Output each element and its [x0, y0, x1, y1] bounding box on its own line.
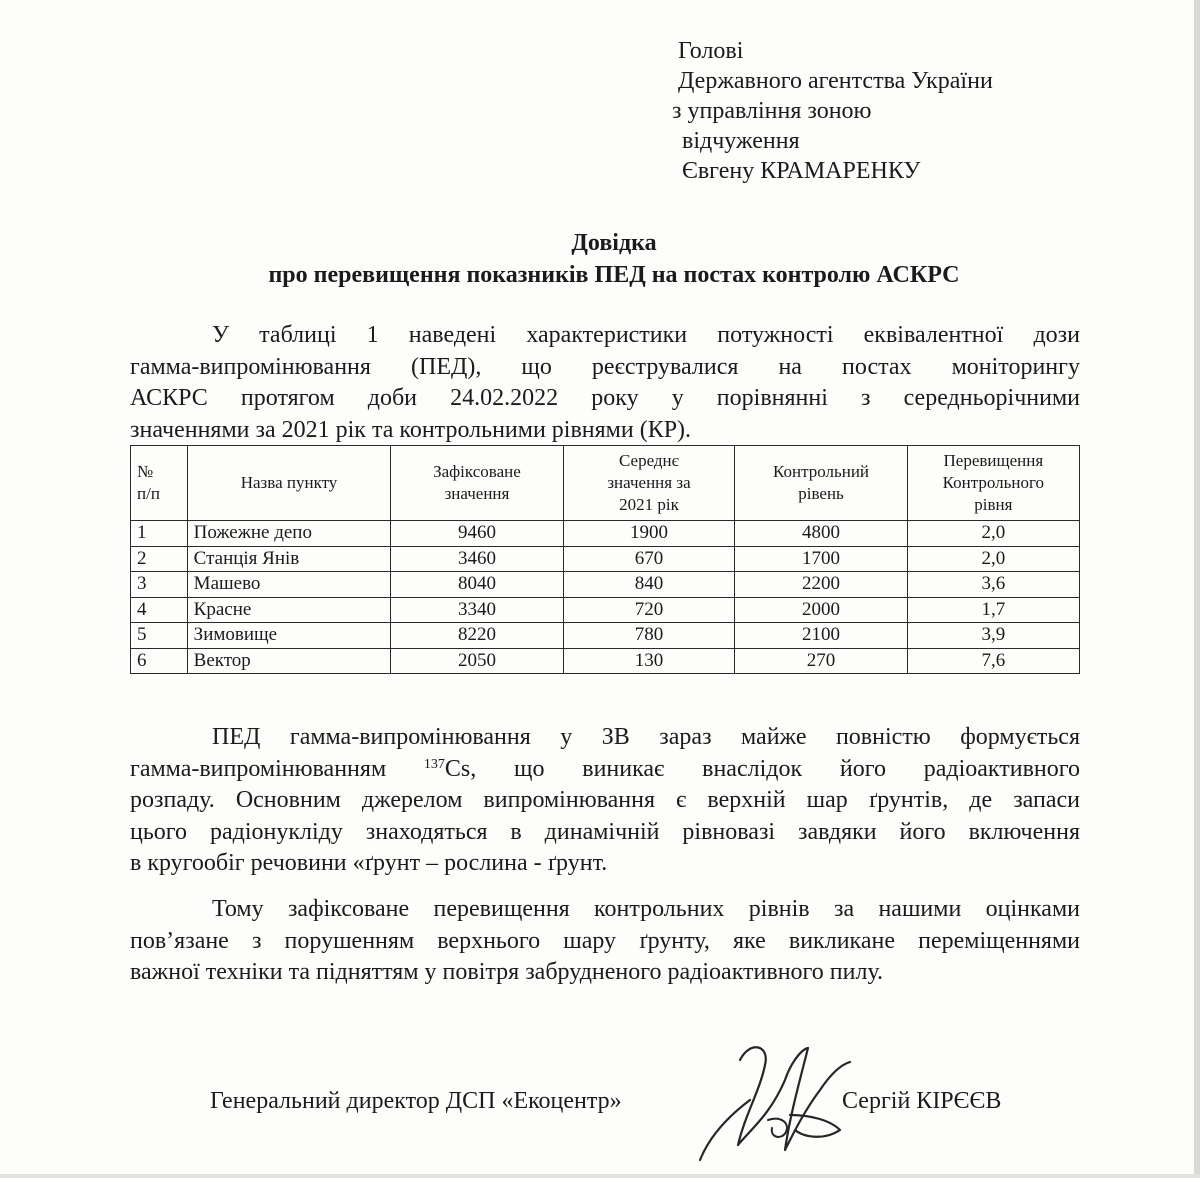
paragraph-line: розпаду. Основним джерелом випромінювання є верхній шар ґрунтів, де запаси [130, 787, 1080, 813]
header-name: Назва пункту [187, 446, 391, 521]
paragraph-line: цього радіонукліду знаходяться в динамічній рівновазі завдяки його включення [130, 818, 1080, 845]
document-title: Довідка [571, 230, 657, 256]
header-text: Контрольний [773, 462, 870, 481]
text-span: Тому зафіксоване перевищення контрольних рівнів за нашими оцінками [212, 896, 1080, 922]
intro-paragraph [130, 320, 1080, 446]
cell-average: 670 [563, 546, 735, 572]
paragraph-line [130, 894, 1080, 926]
text-span: Cs, що виникає внаслідок його радіоактивного [444, 755, 1081, 782]
cell-excess: 1,7 [907, 597, 1079, 623]
cell-number: 3 [131, 572, 188, 598]
signatory-title: Генеральний директор ДСП «Екоцентр» [210, 1088, 622, 1114]
table-row [131, 623, 1080, 649]
paragraph-line: пов’язане з порушенням верхнього шару ґрунту, яке викликане переміщеннями [130, 927, 1080, 954]
cell-name: Красне [187, 597, 391, 623]
header-text: п/п [137, 484, 160, 503]
cell-number: 5 [131, 623, 188, 649]
cell-number: 6 [131, 648, 188, 674]
cell-name: Станція Янів [187, 546, 391, 572]
signatory-name: Сергій КІРЄЄВ [842, 1088, 1002, 1114]
scan-edge [0, 1174, 1200, 1178]
cell-name: Зимовище [187, 623, 391, 649]
addressee-line: відчуження [682, 128, 800, 154]
cell-control: 1700 [735, 546, 907, 572]
header-average [563, 446, 735, 521]
cell-control: 4800 [735, 521, 907, 547]
table-row [131, 597, 1080, 623]
table-row [131, 572, 1080, 598]
cell-excess: 2,0 [907, 546, 1079, 572]
ped-table [130, 445, 1080, 674]
header-text: Контрольного [942, 473, 1045, 492]
cell-name: Машево [187, 572, 391, 598]
cell-recorded: 8040 [391, 572, 563, 598]
table-row [131, 546, 1080, 572]
header-text: рівень [798, 484, 844, 503]
header-excess [907, 446, 1079, 521]
cell-control: 270 [735, 648, 907, 674]
cell-average: 1900 [563, 521, 735, 547]
scan-edge [1194, 0, 1200, 1178]
handwritten-signature-icon [690, 1020, 880, 1170]
text-span: гамма-випромінюванням [130, 755, 387, 782]
cell-number: 1 [131, 521, 188, 547]
table-row [131, 648, 1080, 674]
text-span: У таблиці 1 наведені характеристики потужності еквівалентної дози [212, 322, 1080, 348]
addressee-line: з управління зоною [672, 98, 872, 124]
text-span: ПЕД гамма-випромінювання у ЗВ зараз майже повністю формується [212, 724, 1080, 750]
cell-control: 2200 [735, 572, 907, 598]
cell-control: 2000 [735, 597, 907, 623]
header-text: Зафіксоване [433, 462, 521, 481]
paragraph-line: важної техніки та підняттям у повітря забрудненого радіоактивного пилу. [130, 959, 884, 985]
cell-excess: 3,6 [907, 572, 1079, 598]
header-text: значення [444, 484, 510, 503]
addressee-line: Державного агентства України [678, 68, 993, 94]
conclusion-paragraph [130, 894, 1080, 989]
paragraph-line: значеннями за 2021 рік та контрольними рівнями (КР). [130, 416, 692, 443]
cell-recorded: 3460 [391, 546, 563, 572]
document-subtitle: про перевищення показників ПЕД на постах контролю АСКРС [268, 262, 960, 288]
addressee-line: Голові [678, 38, 744, 64]
header-text: Перевищення [943, 451, 1044, 470]
cell-number: 4 [131, 597, 188, 623]
cell-recorded: 8220 [391, 623, 563, 649]
cell-excess: 3,9 [907, 623, 1079, 649]
cell-number: 2 [131, 546, 188, 572]
cell-recorded: 2050 [391, 648, 563, 674]
paragraph-line [130, 722, 1080, 754]
header-text: значення за [607, 473, 691, 492]
paragraph-line: в кругообіг речовини «ґрунт – рослина - ґрунт. [130, 850, 608, 876]
header-number [131, 446, 188, 521]
cell-control: 2100 [735, 623, 907, 649]
cell-average: 130 [563, 648, 735, 674]
addressee-block [672, 36, 993, 186]
cell-name: Пожежне депо [187, 521, 391, 547]
paragraph-line [130, 754, 1080, 786]
cell-recorded: 9460 [391, 521, 563, 547]
table-header-row [131, 446, 1080, 521]
addressee-name: Євгену КРАМАРЕНКУ [682, 158, 921, 184]
table-row [131, 521, 1080, 547]
isotope-superscript: 137 [423, 756, 445, 772]
header-recorded [391, 446, 563, 521]
cell-average: 840 [563, 572, 735, 598]
ped-explanation-paragraph [130, 722, 1080, 880]
header-text: рівня [974, 495, 1013, 514]
cell-excess: 2,0 [907, 521, 1079, 547]
header-text: № [137, 462, 154, 481]
header-text: 2021 рік [619, 495, 679, 514]
cell-average: 720 [563, 597, 735, 623]
cell-excess: 7,6 [907, 648, 1079, 674]
header-text: Середнє [618, 451, 679, 470]
cell-average: 780 [563, 623, 735, 649]
cell-name: Вектор [187, 648, 391, 674]
paragraph-line [130, 320, 1080, 352]
paragraph-line: гамма-випромінювання (ПЕД), що реєструвалися на постах моніторингу [130, 353, 1080, 380]
cell-recorded: 3340 [391, 597, 563, 623]
paragraph-line: АСКРС протягом доби 24.02.2022 року у порівнянні з середньорічними [130, 385, 1080, 411]
header-control [735, 446, 907, 521]
